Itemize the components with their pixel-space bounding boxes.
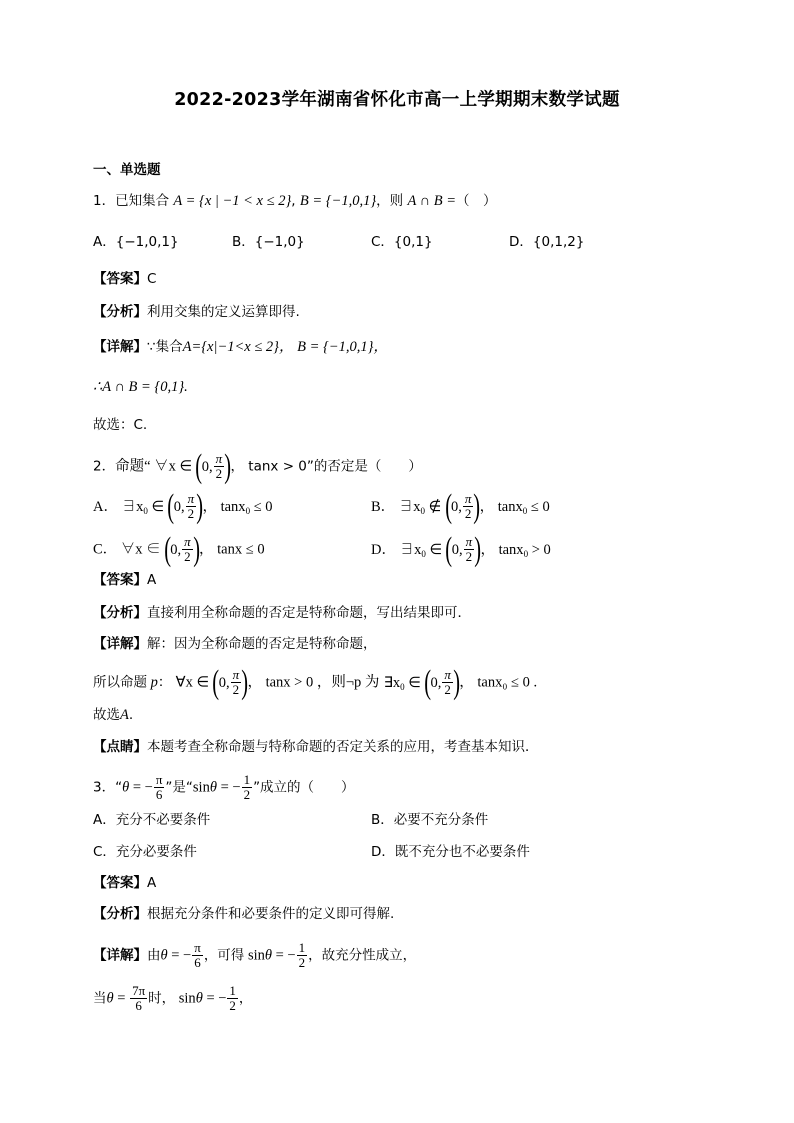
q3-stem: 3．“θ = − $\frac{\pi}{6}$ ”是“sinθ = − $\frac{1}{2}$ ”成立的（ ）: [93, 772, 355, 802]
q2-choose: 故选A.: [93, 707, 134, 723]
q2-option-d: D． $\exists x_0$ ∈ ( 0, $\frac{\pi}{2}$ ) ， tanx$_0$ > 0: [371, 530, 551, 568]
page-title: 2022-2023学年湖南省怀化市高一上学期期末数学试题: [174, 90, 620, 110]
q1-option-d: D．{0,1,2}: [509, 234, 585, 250]
q3-option-d: D．既不充分也不必要条件: [371, 844, 530, 860]
q1-stem: 1．已知集合 A = {x | −1 < x ≤ 2}, B = {−1,0,1}，则 A ∩ B =（ ）: [93, 193, 497, 209]
q2-option-a: A． $\exists x_0$ ∈ ( 0, $\frac{\pi}{2}$ ) ， tanx$_0$ ≤ 0: [93, 487, 273, 525]
q3-option-b: B．必要不充分条件: [371, 812, 489, 828]
q1-analysis: 【分析】利用交集的定义运算即得.: [93, 304, 300, 320]
q3-option-c: C．充分必要条件: [93, 844, 197, 860]
q2-detail-line2: 所以命题 p： ∀x ∈ ( 0, $\frac{\pi}{2}$ ) ， tanx > 0 ，则¬p 为 $\exists x_0$ ∈ ( 0, $\frac{\pi}{2}$ ) ， tanx₀ ≤ 0 .: [93, 663, 538, 701]
q1-option-a: A．{−1,0,1}: [93, 234, 179, 250]
q1-detail: 【详解】∵集合A={x|−1<x ≤ 2}， B = {−1,0,1}，: [93, 339, 388, 355]
q2-stem: 2．命题“ ∀x ∈ ( 0, $\frac{\pi}{2}$ ) ， tanx > 0”的否定是（ ）: [93, 447, 422, 485]
q2-comment: 【点睛】本题考查全称命题与特称命题的否定关系的应用，考查基本知识．: [93, 739, 539, 755]
q3-answer: 【答案】A: [93, 875, 157, 891]
q1-option-b: B．{−1,0}: [232, 234, 305, 250]
q3-detail-line2: 当θ = $\frac{7\pi}{6}$ 时， sinθ = − $\frac{1}{2}$ ，: [93, 983, 253, 1013]
q2-option-b: B． $\exists x_0$ ∉ ( 0, $\frac{\pi}{2}$ ) ， tanx$_0$ ≤ 0: [371, 487, 550, 525]
q2-option-c: C． ∀x ∈ ( 0, $\frac{\pi}{2}$ ) ， tanx ≤ 0: [93, 530, 265, 568]
q1-detail-result: ∴A ∩ B = {0,1}.: [93, 379, 188, 395]
q1-answer: 【答案】C: [93, 271, 157, 287]
q1-option-c: C．{0,1}: [371, 234, 433, 250]
q3-option-a: A．充分不必要条件: [93, 812, 211, 828]
q2-detail: 【详解】解：因为全称命题的否定是特称命题，: [93, 636, 377, 652]
q3-analysis: 【分析】根据充分条件和必要条件的定义即可得解.: [93, 906, 395, 922]
section-heading: 一、单选题: [93, 162, 161, 178]
q2-answer: 【答案】A: [93, 572, 157, 588]
q1-choose: 故选：C.: [93, 417, 148, 433]
q3-detail: 【详解】由θ = − $\frac{\pi}{6}$ ，可得 sinθ = − $\frac{1}{2}$ ，故充分性成立，: [93, 940, 417, 970]
q2-analysis: 【分析】直接利用全称命题的否定是特称命题，写出结果即可．: [93, 605, 471, 621]
